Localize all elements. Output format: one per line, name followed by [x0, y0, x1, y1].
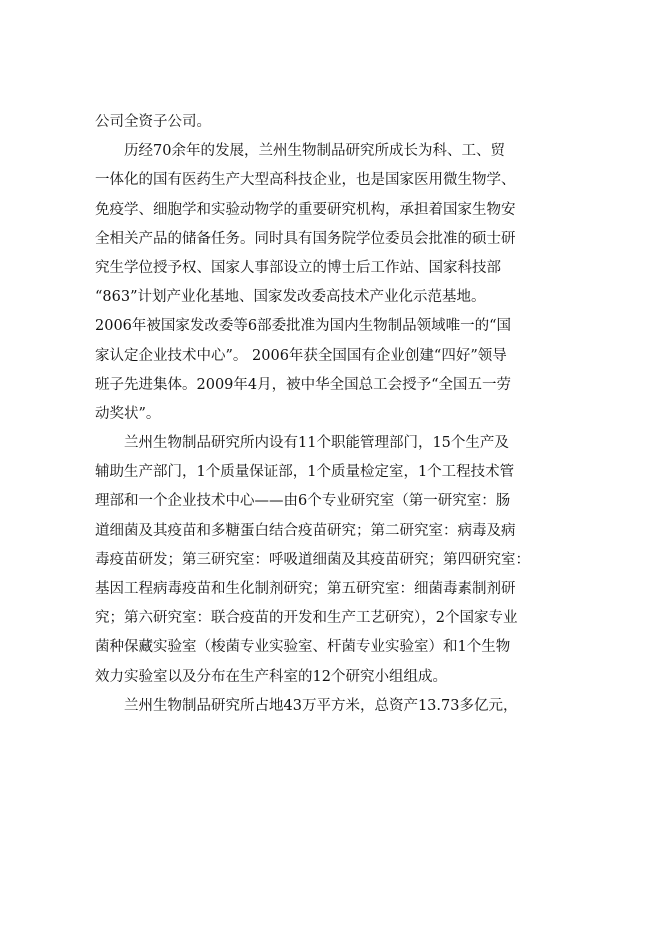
- text-line: 兰州生物制品研究所内设有11个职能管理部门，15个生产及: [95, 435, 509, 452]
- text-line: 全相关产品的储备任务。同时具有国务院学位委员会批准的硕士研: [95, 230, 516, 247]
- paragraph-2: [95, 137, 573, 429]
- text-line: 理部和一个企业技术中心——由6个专业研究室（第一研究室：肠: [95, 493, 511, 510]
- text-line: 家认定企业技术中心”。 2006年获全国国有企业创建“四好”领导: [95, 347, 507, 364]
- text-line: 动奖状”。: [95, 405, 161, 422]
- text-line: 毒疫苗研发；第三研究室：呼吸道细菌及其疫苗研究；第四研究室：: [95, 551, 530, 568]
- paragraph-1: [95, 108, 573, 137]
- text-line: 菌种保藏实验室（梭菌专业实验室、杆菌专业实验室）和1个生物: [95, 639, 511, 656]
- body-text: [95, 108, 573, 721]
- text-line: 历经70余年的发展，兰州生物制品研究所成长为科、工、贸: [95, 143, 505, 160]
- text-line: 2006年被国家发改委等6部委批准为国内生物制品领域唯一的“国: [95, 318, 512, 335]
- text-line: 究；第六研究室：联合疫苗的开发和生产工艺研究），2个国家专业: [95, 610, 518, 627]
- text-line: 效力实验室以及分布在生产科室的12个研究小组组成。: [95, 668, 447, 685]
- text-line: 班子先进集体。2009年4月，被中华全国总工会授予“全国五一劳: [95, 376, 512, 393]
- paragraph-4: [95, 692, 573, 721]
- text-line: 究生学位授予权、国家人事部设立的博士后工作站、国家科技部: [95, 259, 501, 276]
- text-line: 基因工程病毒疫苗和生化制剂研究；第五研究室：细菌毒素制剂研: [95, 581, 516, 597]
- text-line: 兰州生物制品研究所占地43万平方米，总资产13.73多亿元，: [95, 697, 518, 714]
- text-line: “863”计划产业化基地、国家发改委高技术产业化示范基地。: [95, 289, 486, 306]
- text-line: 一体化的国有医药生产大型高科技企业，也是国家医用微生物学、: [95, 172, 516, 189]
- paragraph-3: [95, 429, 573, 692]
- text-line: 辅助生产部门，1个质量保证部，1个质量检定室，1个工程技术管: [95, 464, 515, 481]
- text-line: 免疫学、细胞学和实验动物学的重要研究机构，承担着国家生物安: [95, 201, 516, 218]
- text-line: 道细菌及其疫苗和多糖蛋白结合疫苗研究；第二研究室：病毒及病: [95, 522, 516, 539]
- text-line: 公司全资子公司。: [95, 114, 211, 130]
